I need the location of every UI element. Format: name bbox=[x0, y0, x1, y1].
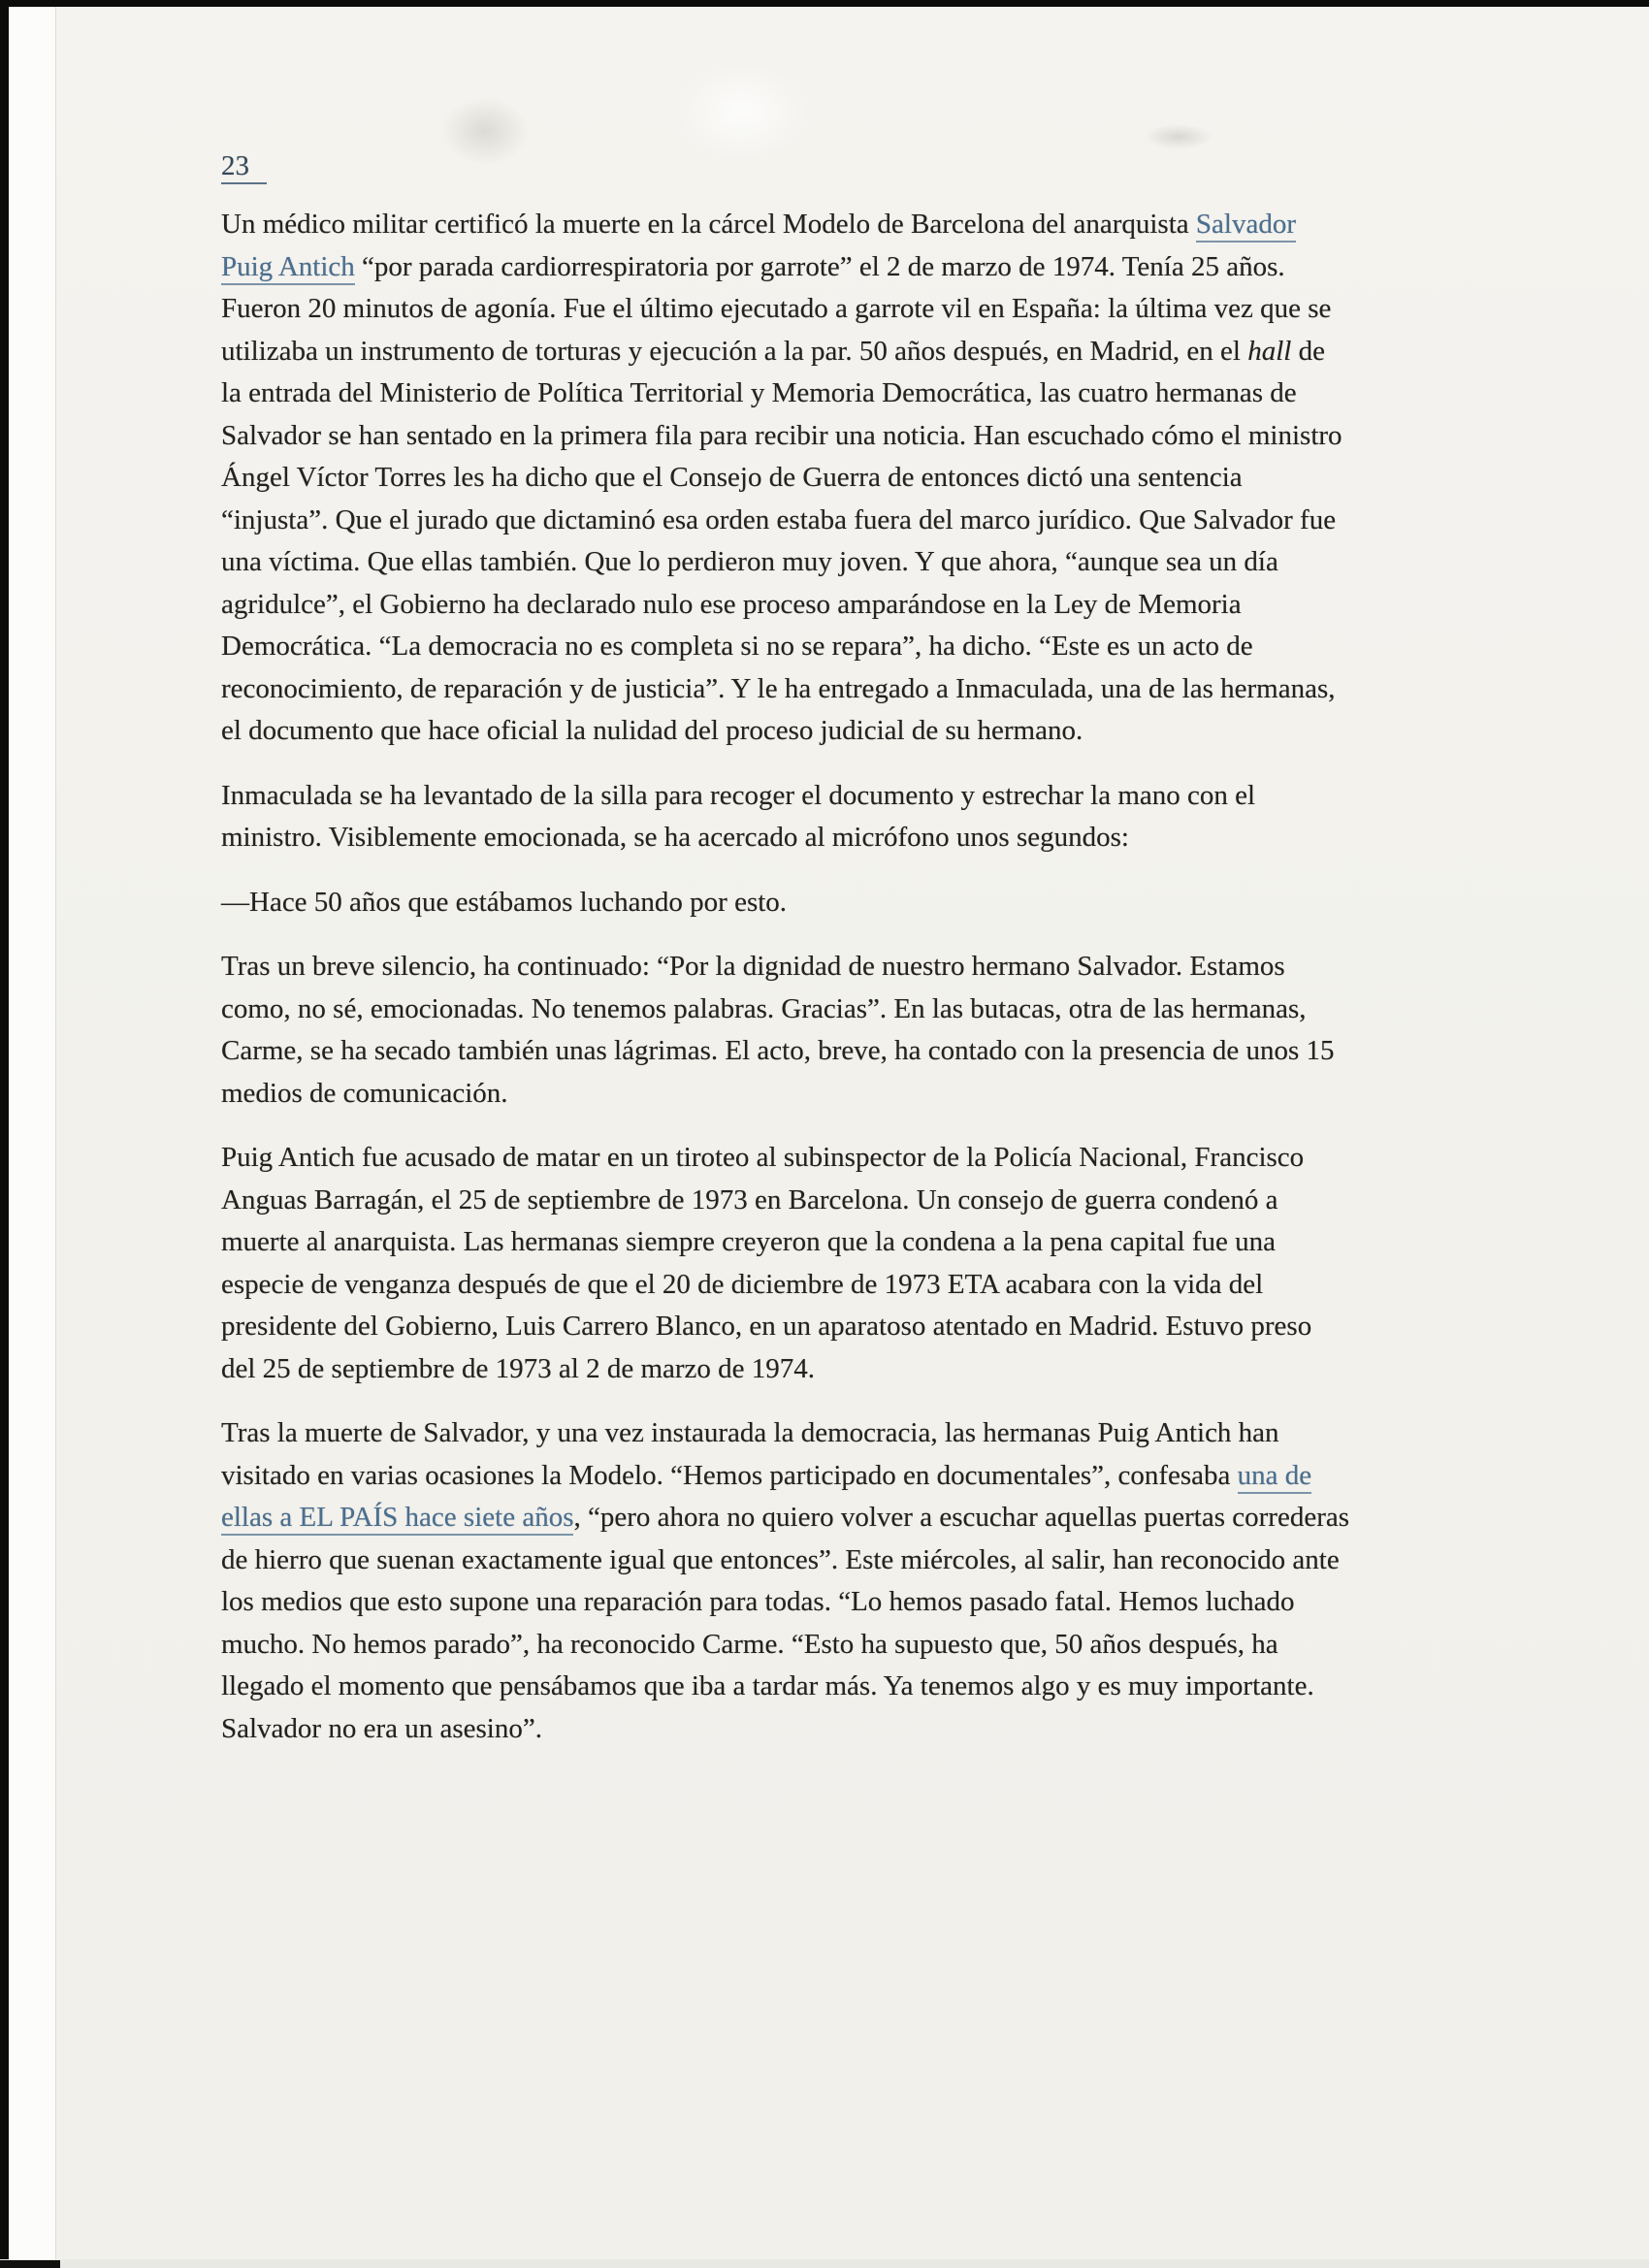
text-segment: Un médico militar certificó la muerte en la cárcel Modelo de Barcelona del anarquista bbox=[221, 209, 1196, 240]
text-line bbox=[221, 1073, 1540, 1116]
text-segment: Democrática. “La democracia no es completa si no se repara”, ha dicho. “Este es un acto de bbox=[221, 631, 1253, 662]
paragraph bbox=[221, 946, 1540, 1115]
text-segment: Carme, se ha secado también unas lágrimas. El acto, breve, ha contado con la presencia de unos 15 bbox=[221, 1035, 1335, 1066]
text-line bbox=[221, 204, 1540, 246]
text-line bbox=[221, 1539, 1540, 1582]
text-segment: presidente del Gobierno, Luis Carrero Blanco, en un aparatoso atentado en Madrid. Estuvo preso bbox=[221, 1311, 1312, 1342]
text-line bbox=[221, 584, 1540, 627]
text-segment: Tras un breve silencio, ha continuado: “Por la dignidad de nuestro hermano Salvador. Estamos bbox=[221, 951, 1285, 982]
text-line bbox=[221, 817, 1540, 859]
text-line bbox=[221, 775, 1540, 818]
text-line bbox=[221, 626, 1540, 668]
italic-text: hall bbox=[1247, 335, 1292, 367]
text-line bbox=[221, 500, 1540, 542]
paragraph bbox=[221, 1137, 1540, 1390]
inline-link[interactable]: Puig Antich bbox=[221, 251, 355, 285]
text-line bbox=[221, 1581, 1540, 1624]
text-line bbox=[221, 1666, 1540, 1708]
text-line bbox=[221, 246, 1540, 289]
text-line bbox=[221, 373, 1540, 415]
text-line bbox=[221, 710, 1540, 753]
text-segment: Salvador no era un asesino”. bbox=[221, 1712, 542, 1744]
text-line bbox=[221, 1264, 1540, 1307]
text-line bbox=[221, 1455, 1540, 1498]
text-segment: de hierro que suenan exactamente igual que entonces”. Este miércoles, al salir, han reconocido ante bbox=[221, 1543, 1340, 1575]
text-segment: llegado el momento que pensábamos que iba a tardar más. Ya tenemos algo y es muy importante. bbox=[221, 1670, 1314, 1701]
text-segment: Inmaculada se ha levantado de la silla para recoger el documento y estrechar la mano con el bbox=[221, 779, 1256, 811]
text-segment: Tras la muerte de Salvador, y una vez instaurada la democracia, las hermanas Puig Antich han bbox=[221, 1417, 1279, 1448]
text-line bbox=[221, 882, 1540, 924]
text-segment: del 25 de septiembre de 1973 al 2 de marzo de 1974. bbox=[221, 1352, 816, 1384]
text-line bbox=[221, 1221, 1540, 1264]
text-line bbox=[221, 1624, 1540, 1667]
text-segment: especie de venganza después de que el 20 de diciembre de 1973 ETA acabara con la vida del bbox=[221, 1268, 1264, 1300]
text-segment: Anguas Barragán, el 25 de septiembre de 1973 en Barcelona. Un consejo de guerra condenó a bbox=[221, 1183, 1278, 1215]
text-line bbox=[221, 415, 1540, 458]
text-segment: —Hace 50 años que estábamos luchando por esto. bbox=[221, 886, 788, 918]
text-segment: mucho. No hemos parado”, ha reconocido Carme. “Esto ha supuesto que, 50 años después, ha bbox=[221, 1628, 1278, 1660]
text-segment: “por parada cardiorrespiratoria por garrote” el 2 de marzo de 1974. Tenía 25 años. bbox=[354, 250, 1285, 282]
text-line bbox=[221, 1497, 1540, 1539]
text-segment: reconocimiento, de reparación y de justicia”. Y le ha entregado a Inmaculada, una de las hermanas, bbox=[221, 672, 1336, 704]
inline-link[interactable]: ellas a EL PAÍS hace siete años bbox=[221, 1502, 573, 1536]
text-segment: “injusta”. Que el jurado que dictaminó esa orden estaba fuera del marco jurídico. Que Salvador fue bbox=[221, 503, 1337, 535]
paragraph bbox=[221, 1412, 1540, 1750]
text-segment: muerte al anarquista. Las hermanas siempre creyeron que la condena a la pena capital fue una bbox=[221, 1226, 1276, 1257]
scan-edge-top bbox=[0, 0, 1649, 7]
text-segment: Puig Antich fue acusado de matar en un tiroteo al subinspector de la Policía Nacional, Francisco bbox=[221, 1142, 1305, 1173]
paper-edge-strip bbox=[9, 7, 56, 2261]
inline-link[interactable]: Salvador bbox=[1196, 209, 1296, 243]
text-segment: , “pero ahora no quiero volver a escuchar aquellas puertas correderas bbox=[573, 1502, 1350, 1533]
text-line bbox=[221, 1306, 1540, 1348]
text-line bbox=[221, 946, 1540, 988]
document-content bbox=[221, 146, 1540, 1750]
scan-edge-bottom-corner bbox=[0, 2260, 60, 2268]
scan-edge-bottom bbox=[0, 2259, 1649, 2268]
paragraph bbox=[221, 775, 1540, 859]
paragraph bbox=[221, 204, 1540, 753]
text-line bbox=[221, 1348, 1540, 1391]
text-line bbox=[221, 1137, 1540, 1180]
text-segment: los medios que esto supone una reparación para todas. “Lo hemos pasado fatal. Hemos luchado bbox=[221, 1586, 1295, 1617]
text-segment: agridulce”, el Gobierno ha declarado nulo ese proceso amparándose en la Ley de Memoria bbox=[221, 588, 1242, 620]
text-line bbox=[221, 1030, 1540, 1073]
inline-link[interactable]: una de bbox=[1238, 1460, 1312, 1494]
text-segment: medios de comunicación. bbox=[221, 1077, 508, 1109]
text-line bbox=[221, 288, 1540, 331]
text-segment: Fueron 20 minutos de agonía. Fue el último ejecutado a garrote vil en España: la última vez que se bbox=[221, 293, 1332, 324]
text-segment: visitado en varias ocasiones la Modelo. “Hemos participado en documentales”, confesaba bbox=[221, 1459, 1238, 1491]
text-line bbox=[221, 988, 1540, 1031]
text-line bbox=[221, 457, 1540, 500]
text-line bbox=[221, 1708, 1540, 1751]
text-segment: Ángel Víctor Torres les ha dicho que el Consejo de Guerra de entonces dictó una sentencia bbox=[221, 462, 1243, 493]
paragraphs-container bbox=[221, 204, 1540, 1750]
text-segment: de bbox=[1291, 335, 1325, 367]
text-segment: utilizaba un instrumento de torturas y ejecución a la par. 50 años después, en Madrid, en el bbox=[221, 335, 1248, 367]
text-line bbox=[221, 668, 1540, 711]
text-segment: como, no sé, emocionadas. No tenemos palabras. Gracias”. En las butacas, otra de las hermanas, bbox=[221, 992, 1307, 1024]
text-segment: la entrada del Ministerio de Política Territorial y Memoria Democrática, las cuatro hermanas de bbox=[221, 377, 1297, 408]
text-segment: el documento que hace oficial la nulidad del proceso judicial de su hermano. bbox=[221, 715, 1083, 746]
text-line bbox=[221, 1412, 1540, 1455]
page-number: 23 bbox=[221, 149, 267, 184]
text-line bbox=[221, 331, 1540, 373]
text-segment: Salvador se han sentado en la primera fila para recibir una noticia. Han escuchado cómo el ministro bbox=[221, 419, 1342, 451]
scan-edge-left bbox=[0, 0, 9, 2261]
text-line bbox=[221, 1180, 1540, 1222]
text-segment: una víctima. Que ellas también. Que lo perdieron muy joven. Y que ahora, “aunque sea un día bbox=[221, 546, 1278, 577]
text-segment: ministro. Visiblemente emocionada, se ha acercado al micrófono unos segundos: bbox=[221, 822, 1129, 853]
paragraph bbox=[221, 882, 1540, 924]
text-line bbox=[221, 541, 1540, 584]
